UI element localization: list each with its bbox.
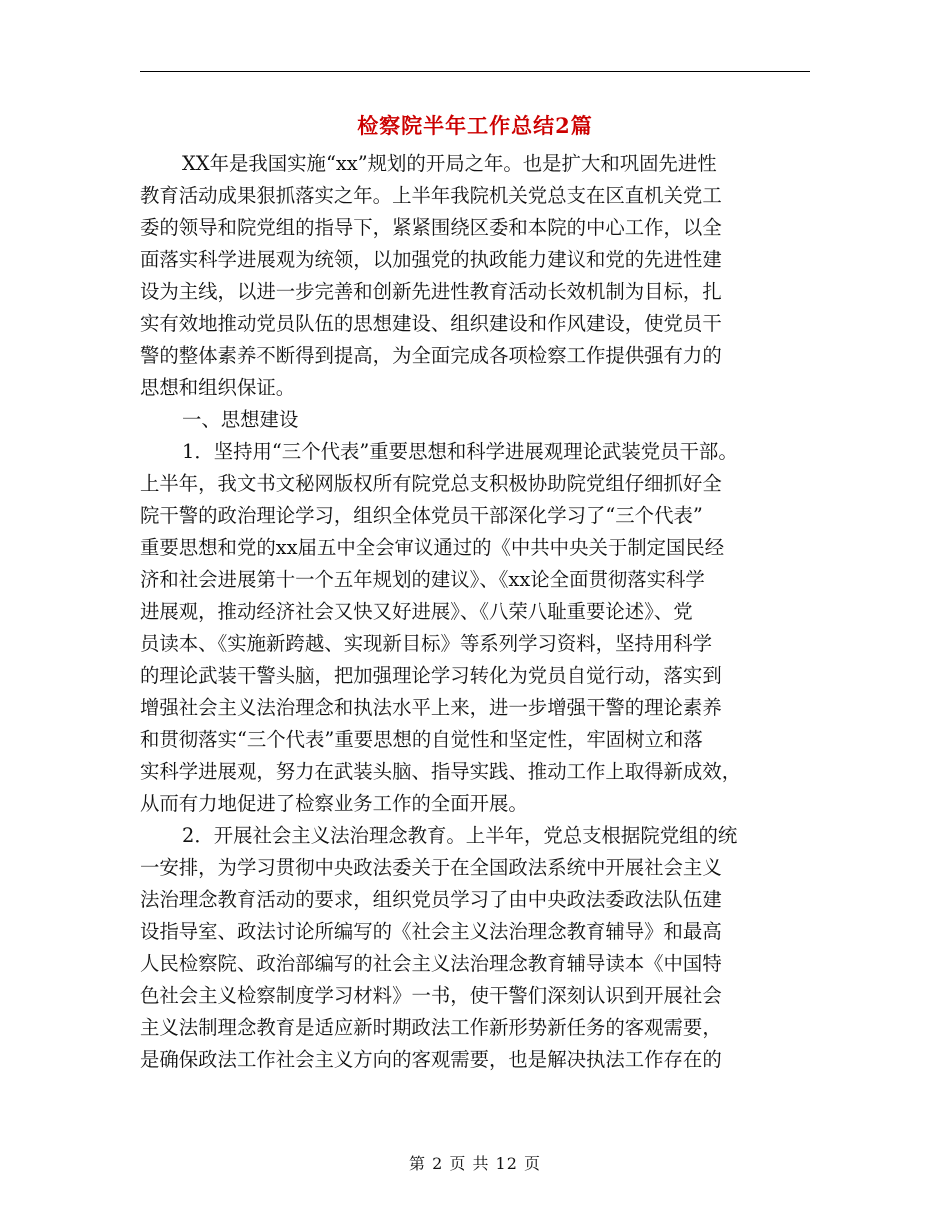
- text-line: 法治理念教育活动的要求，组织党员学习了由中央政法委政法队伍建: [140, 888, 722, 911]
- document-title: 检察院半年工作总结2篇: [357, 113, 593, 138]
- text-line: 院干警的政治理论学习，组织全体党员干部深化学习了“三个代表”: [140, 504, 703, 527]
- text-line: 重要思想和党的xx届五中全会审议通过的《中共中央关于制定国民经: [140, 536, 725, 559]
- text-line: 思想和组织保证。: [140, 376, 296, 399]
- text-line: 一安排，为学习贯彻中央政法委关于在全国政法系统中开展社会主义: [140, 856, 722, 879]
- text-line: 实科学进展观，努力在武装头脑、指导实践、推动工作上取得新成效，: [140, 760, 742, 783]
- text-line: 员读本、《实施新跨越、实现新目标》等系列学习资料，坚持用科学: [140, 632, 713, 655]
- text-line: 设为主线，以进一步完善和创新先进性教育活动长效机制为目标，扎: [140, 280, 722, 303]
- text-line: 进展观，推动经济社会又快又好进展》、《八荣八耻重要论述》、党: [140, 600, 693, 623]
- text-line: 色社会主义检察制度学习材料》一书，使干警们深刻认识到开展社会: [140, 984, 722, 1007]
- text-line: 设指导室、政法讨论所编写的《社会主义法治理念教育辅导》和最高: [140, 920, 722, 943]
- text-line: 的理论武装干警头脑，把加强理论学习转化为党员自觉行动，落实到: [140, 664, 722, 687]
- document-body: [140, 148, 810, 1076]
- text-line: 济和社会进展第十一个五年规划的建议》、《xx论全面贯彻落实科学: [140, 568, 705, 591]
- text-line: XX年是我国实施“xx”规划的开局之年。也是扩大和巩固先进性: [182, 152, 717, 175]
- text-line: 人民检察院、政治部编写的社会主义法治理念教育辅导读本《中国特: [140, 952, 722, 975]
- text-line: 一、思想建设: [182, 408, 299, 431]
- text-line: 上半年，我文书文秘网版权所有院党总支积极协助院党组仔细抓好全: [140, 472, 722, 495]
- text-line: 主义法制理念教育是适应新时期政法工作新形势新任务的客观需要，: [140, 1016, 722, 1039]
- page-footer: 第 2 页 共 12 页: [409, 1154, 541, 1173]
- text-line: 从而有力地促进了检察业务工作的全面开展。: [140, 792, 528, 815]
- text-line: 委的领导和院党组的指导下，紧紧围绕区委和本院的中心工作，以全: [140, 216, 722, 239]
- text-line: 和贯彻落实“三个代表”重要思想的自觉性和坚定性，牢固树立和落: [140, 728, 703, 751]
- text-line: 面落实科学进展观为统领，以加强党的执政能力建议和党的先进性建: [140, 248, 722, 271]
- text-line: 警的整体素养不断得到提高，为全面完成各项检察工作提供强有力的: [140, 344, 722, 367]
- text-line: 增强社会主义法治理念和执法水平上来，进一步增强干警的理论素养: [140, 696, 722, 719]
- text-line: 2．开展社会主义法治理念教育。上半年，党总支根据院党组的统: [182, 824, 738, 847]
- text-line: 1．坚持用“三个代表”重要思想和科学进展观理论武装党员干部。: [182, 440, 738, 463]
- text-line: 教育活动成果狠抓落实之年。上半年我院机关党总支在区直机关党工: [140, 184, 722, 207]
- text-line: 是确保政法工作社会主义方向的客观需要，也是解决执法工作存在的: [140, 1048, 722, 1071]
- header-rule: [140, 71, 810, 72]
- text-line: 实有效地推动党员队伍的思想建设、组织建设和作风建设，使党员干: [140, 312, 722, 335]
